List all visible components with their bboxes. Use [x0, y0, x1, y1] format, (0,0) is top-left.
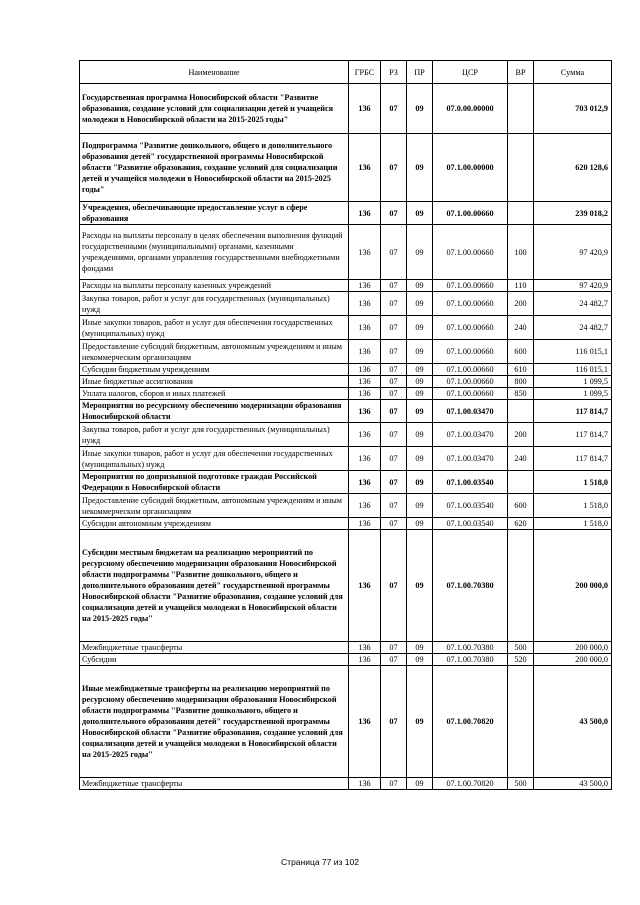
table-row	[80, 340, 612, 364]
cell-pr: 09	[407, 778, 433, 790]
cell-sum: 43 500,0	[534, 778, 612, 790]
cell-grbs: 136	[349, 292, 381, 316]
cell-rz: 07	[381, 530, 407, 642]
cell-grbs: 136	[349, 134, 381, 202]
cell-pr: 09	[407, 134, 433, 202]
cell-csr: 07.1.00.03470	[433, 423, 508, 447]
table-row	[80, 447, 612, 471]
budget-table	[79, 60, 612, 790]
cell-grbs: 136	[349, 84, 381, 134]
table-row	[80, 364, 612, 376]
table-row	[80, 494, 612, 518]
cell-sum: 117 814,7	[534, 447, 612, 471]
table-body	[80, 84, 612, 790]
table-row	[80, 292, 612, 316]
table-row	[80, 471, 612, 494]
cell-csr: 07.1.00.70380	[433, 654, 508, 666]
cell-pr: 09	[407, 530, 433, 642]
cell-rz: 07	[381, 84, 407, 134]
cell-name: Мероприятия по допризывной подготовке граждан Российской Федерации в Новосибирской области	[80, 471, 349, 494]
cell-sum: 116 015,1	[534, 340, 612, 364]
cell-pr: 09	[407, 642, 433, 654]
cell-csr: 07.1.00.03540	[433, 518, 508, 530]
table-row	[80, 202, 612, 225]
cell-pr: 09	[407, 340, 433, 364]
cell-grbs: 136	[349, 530, 381, 642]
cell-pr: 09	[407, 388, 433, 400]
cell-rz: 07	[381, 388, 407, 400]
header-sum: Сумма	[534, 61, 612, 84]
cell-sum: 117 814,7	[534, 423, 612, 447]
cell-sum: 239 018,2	[534, 202, 612, 225]
cell-pr: 09	[407, 316, 433, 340]
header-grbs: ГРБС	[349, 61, 381, 84]
cell-vr: 610	[508, 364, 534, 376]
cell-sum: 1 518,0	[534, 494, 612, 518]
page-number: Страница 77 из 102	[281, 857, 359, 867]
cell-pr: 09	[407, 447, 433, 471]
cell-vr	[508, 84, 534, 134]
cell-csr: 07.1.00.00660	[433, 202, 508, 225]
cell-sum: 1 518,0	[534, 471, 612, 494]
cell-rz: 07	[381, 778, 407, 790]
table-row	[80, 642, 612, 654]
cell-sum: 97 420,9	[534, 225, 612, 280]
cell-vr	[508, 471, 534, 494]
cell-grbs: 136	[349, 778, 381, 790]
cell-pr: 09	[407, 225, 433, 280]
cell-pr: 09	[407, 400, 433, 423]
cell-pr: 09	[407, 376, 433, 388]
cell-pr: 09	[407, 471, 433, 494]
cell-rz: 07	[381, 666, 407, 778]
cell-vr: 850	[508, 388, 534, 400]
cell-csr: 07.1.00.00660	[433, 340, 508, 364]
cell-pr: 09	[407, 654, 433, 666]
table-row	[80, 376, 612, 388]
cell-rz: 07	[381, 471, 407, 494]
cell-sum: 620 128,6	[534, 134, 612, 202]
cell-name: Учреждения, обеспечивающие предоставление услуг в сфере образования	[80, 202, 349, 225]
cell-name: Предоставление субсидий бюджетным, автономным учреждениям и иным некоммерческим организациям	[80, 340, 349, 364]
cell-vr: 500	[508, 642, 534, 654]
table-row	[80, 280, 612, 292]
table-header-row	[80, 61, 612, 84]
cell-csr: 07.1.00.03470	[433, 400, 508, 423]
cell-name: Мероприятия по ресурсному обеспечению модернизации образования Новосибирской области	[80, 400, 349, 423]
cell-vr	[508, 134, 534, 202]
cell-name: Иные бюджетные ассигнования	[80, 376, 349, 388]
cell-csr: 07.1.00.00660	[433, 292, 508, 316]
table-row	[80, 84, 612, 134]
cell-sum: 24 482,7	[534, 292, 612, 316]
table-row	[80, 654, 612, 666]
cell-csr: 07.1.00.03540	[433, 471, 508, 494]
cell-name: Субсидии местным бюджетам на реализацию мероприятий по ресурсному обеспечению модернизации образования Новосибирской области подпрограммы "Развитие дошкольного, общего и дополнительного образования детей" государственной программы Новосибирской области "Развитие образования, создание условий для социализации детей и учащейся молодежи в Новосибирской области на 2015-2025 годы"	[80, 530, 349, 642]
cell-vr: 200	[508, 423, 534, 447]
cell-sum: 117 814,7	[534, 400, 612, 423]
cell-rz: 07	[381, 494, 407, 518]
cell-csr: 07.1.00.03540	[433, 494, 508, 518]
cell-grbs: 136	[349, 666, 381, 778]
cell-vr	[508, 530, 534, 642]
cell-sum: 43 500,0	[534, 666, 612, 778]
cell-grbs: 136	[349, 654, 381, 666]
cell-grbs: 136	[349, 376, 381, 388]
table-row	[80, 225, 612, 280]
cell-pr: 09	[407, 84, 433, 134]
cell-sum: 1 099,5	[534, 388, 612, 400]
cell-sum: 200 000,0	[534, 654, 612, 666]
cell-rz: 07	[381, 225, 407, 280]
header-csr: ЦСР	[433, 61, 508, 84]
cell-rz: 07	[381, 292, 407, 316]
cell-sum: 703 012,9	[534, 84, 612, 134]
cell-sum: 1 099,5	[534, 376, 612, 388]
cell-rz: 07	[381, 376, 407, 388]
cell-csr: 07.1.00.70820	[433, 778, 508, 790]
cell-rz: 07	[381, 316, 407, 340]
table-row	[80, 423, 612, 447]
cell-grbs: 136	[349, 340, 381, 364]
cell-name: Закупка товаров, работ и услуг для государственных (муниципальных) нужд	[80, 423, 349, 447]
table-row	[80, 530, 612, 642]
cell-pr: 09	[407, 202, 433, 225]
cell-csr: 07.1.00.00000	[433, 134, 508, 202]
cell-grbs: 136	[349, 280, 381, 292]
cell-sum: 24 482,7	[534, 316, 612, 340]
cell-grbs: 136	[349, 388, 381, 400]
cell-grbs: 136	[349, 202, 381, 225]
cell-grbs: 136	[349, 494, 381, 518]
cell-rz: 07	[381, 447, 407, 471]
cell-rz: 07	[381, 280, 407, 292]
cell-sum: 1 518,0	[534, 518, 612, 530]
cell-vr: 600	[508, 494, 534, 518]
cell-pr: 09	[407, 518, 433, 530]
cell-name: Закупка товаров, работ и услуг для государственных (муниципальных) нужд	[80, 292, 349, 316]
cell-csr: 07.1.00.00660	[433, 364, 508, 376]
cell-vr: 620	[508, 518, 534, 530]
cell-csr: 07.1.00.70820	[433, 666, 508, 778]
table-row	[80, 388, 612, 400]
cell-grbs: 136	[349, 518, 381, 530]
cell-pr: 09	[407, 280, 433, 292]
cell-rz: 07	[381, 654, 407, 666]
cell-name: Субсидии бюджетным учреждениям	[80, 364, 349, 376]
cell-grbs: 136	[349, 364, 381, 376]
cell-rz: 07	[381, 423, 407, 447]
cell-grbs: 136	[349, 316, 381, 340]
cell-vr: 520	[508, 654, 534, 666]
cell-vr: 200	[508, 292, 534, 316]
cell-vr: 800	[508, 376, 534, 388]
cell-vr: 100	[508, 225, 534, 280]
cell-grbs: 136	[349, 423, 381, 447]
cell-pr: 09	[407, 423, 433, 447]
cell-grbs: 136	[349, 642, 381, 654]
cell-sum: 97 420,9	[534, 280, 612, 292]
cell-rz: 07	[381, 518, 407, 530]
cell-grbs: 136	[349, 471, 381, 494]
table-row	[80, 400, 612, 423]
cell-sum: 200 000,0	[534, 530, 612, 642]
cell-grbs: 136	[349, 400, 381, 423]
cell-name: Иные межбюджетные трансферты на реализацию мероприятий по ресурсному обеспечению модернизации образования Новосибирской области подпрограммы "Развитие дошкольного, общего и дополнительного образования детей" государственной программы Новосибирской области "Развитие образования, создание условий для социализации детей и учащейся молодежи в Новосибирской области на 2015-2025 годы"	[80, 666, 349, 778]
header-pr: ПР	[407, 61, 433, 84]
cell-vr	[508, 666, 534, 778]
cell-vr	[508, 400, 534, 423]
cell-rz: 07	[381, 364, 407, 376]
cell-sum: 200 000,0	[534, 642, 612, 654]
header-rz: РЗ	[381, 61, 407, 84]
header-vr: ВР	[508, 61, 534, 84]
cell-vr: 600	[508, 340, 534, 364]
table-row	[80, 778, 612, 790]
cell-rz: 07	[381, 202, 407, 225]
table-row	[80, 134, 612, 202]
cell-name: Расходы на выплаты персоналу в целях обеспечения выполнения функций государственными (муниципальными) органами, казенными учреждениями, органами управления государственными внебюджетными фондами	[80, 225, 349, 280]
cell-name: Государственная программа Новосибирской области "Развитие образования, создание условий для социализации детей и учащейся молодежи в Новосибирской области на 2015-2025 годы"	[80, 84, 349, 134]
cell-rz: 07	[381, 340, 407, 364]
table-row	[80, 666, 612, 778]
cell-vr: 110	[508, 280, 534, 292]
cell-rz: 07	[381, 400, 407, 423]
header-name: Наименование	[80, 61, 349, 84]
cell-pr: 09	[407, 666, 433, 778]
cell-name: Расходы на выплаты персоналу казенных учреждений	[80, 280, 349, 292]
cell-pr: 09	[407, 364, 433, 376]
cell-vr: 500	[508, 778, 534, 790]
cell-csr: 07.1.00.00660	[433, 388, 508, 400]
cell-name: Субсидии	[80, 654, 349, 666]
cell-rz: 07	[381, 134, 407, 202]
cell-grbs: 136	[349, 225, 381, 280]
cell-name: Иные закупки товаров, работ и услуг для обеспечения государственных (муниципальных) нужд	[80, 316, 349, 340]
cell-sum: 116 015,1	[534, 364, 612, 376]
cell-name: Уплата налогов, сборов и иных платежей	[80, 388, 349, 400]
cell-name: Межбюджетные трансферты	[80, 642, 349, 654]
cell-vr	[508, 202, 534, 225]
cell-csr: 07.1.00.03470	[433, 447, 508, 471]
cell-name: Подпрограмма "Развитие дошкольного, общего и дополнительного образования детей" государственной программы Новосибирской области "Развитие образования, создание условий для социализации детей и учащейся молодежи в Новосибирской области на 2015-2025 годы"	[80, 134, 349, 202]
cell-grbs: 136	[349, 447, 381, 471]
cell-csr: 07.1.00.70380	[433, 530, 508, 642]
cell-name: Предоставление субсидий бюджетным, автономным учреждениям и иным некоммерческим организациям	[80, 494, 349, 518]
table-row	[80, 316, 612, 340]
cell-csr: 07.1.00.00660	[433, 225, 508, 280]
cell-csr: 07.1.00.00660	[433, 280, 508, 292]
cell-vr: 240	[508, 316, 534, 340]
cell-csr: 07.1.00.00660	[433, 376, 508, 388]
cell-pr: 09	[407, 292, 433, 316]
cell-csr: 07.1.00.00660	[433, 316, 508, 340]
cell-name: Межбюджетные трансферты	[80, 778, 349, 790]
cell-rz: 07	[381, 642, 407, 654]
cell-csr: 07.0.00.00000	[433, 84, 508, 134]
cell-name: Субсидии автономным учреждениям	[80, 518, 349, 530]
cell-csr: 07.1.00.70380	[433, 642, 508, 654]
cell-vr: 240	[508, 447, 534, 471]
table-row	[80, 518, 612, 530]
cell-pr: 09	[407, 494, 433, 518]
cell-name: Иные закупки товаров, работ и услуг для обеспечения государственных (муниципальных) нужд	[80, 447, 349, 471]
